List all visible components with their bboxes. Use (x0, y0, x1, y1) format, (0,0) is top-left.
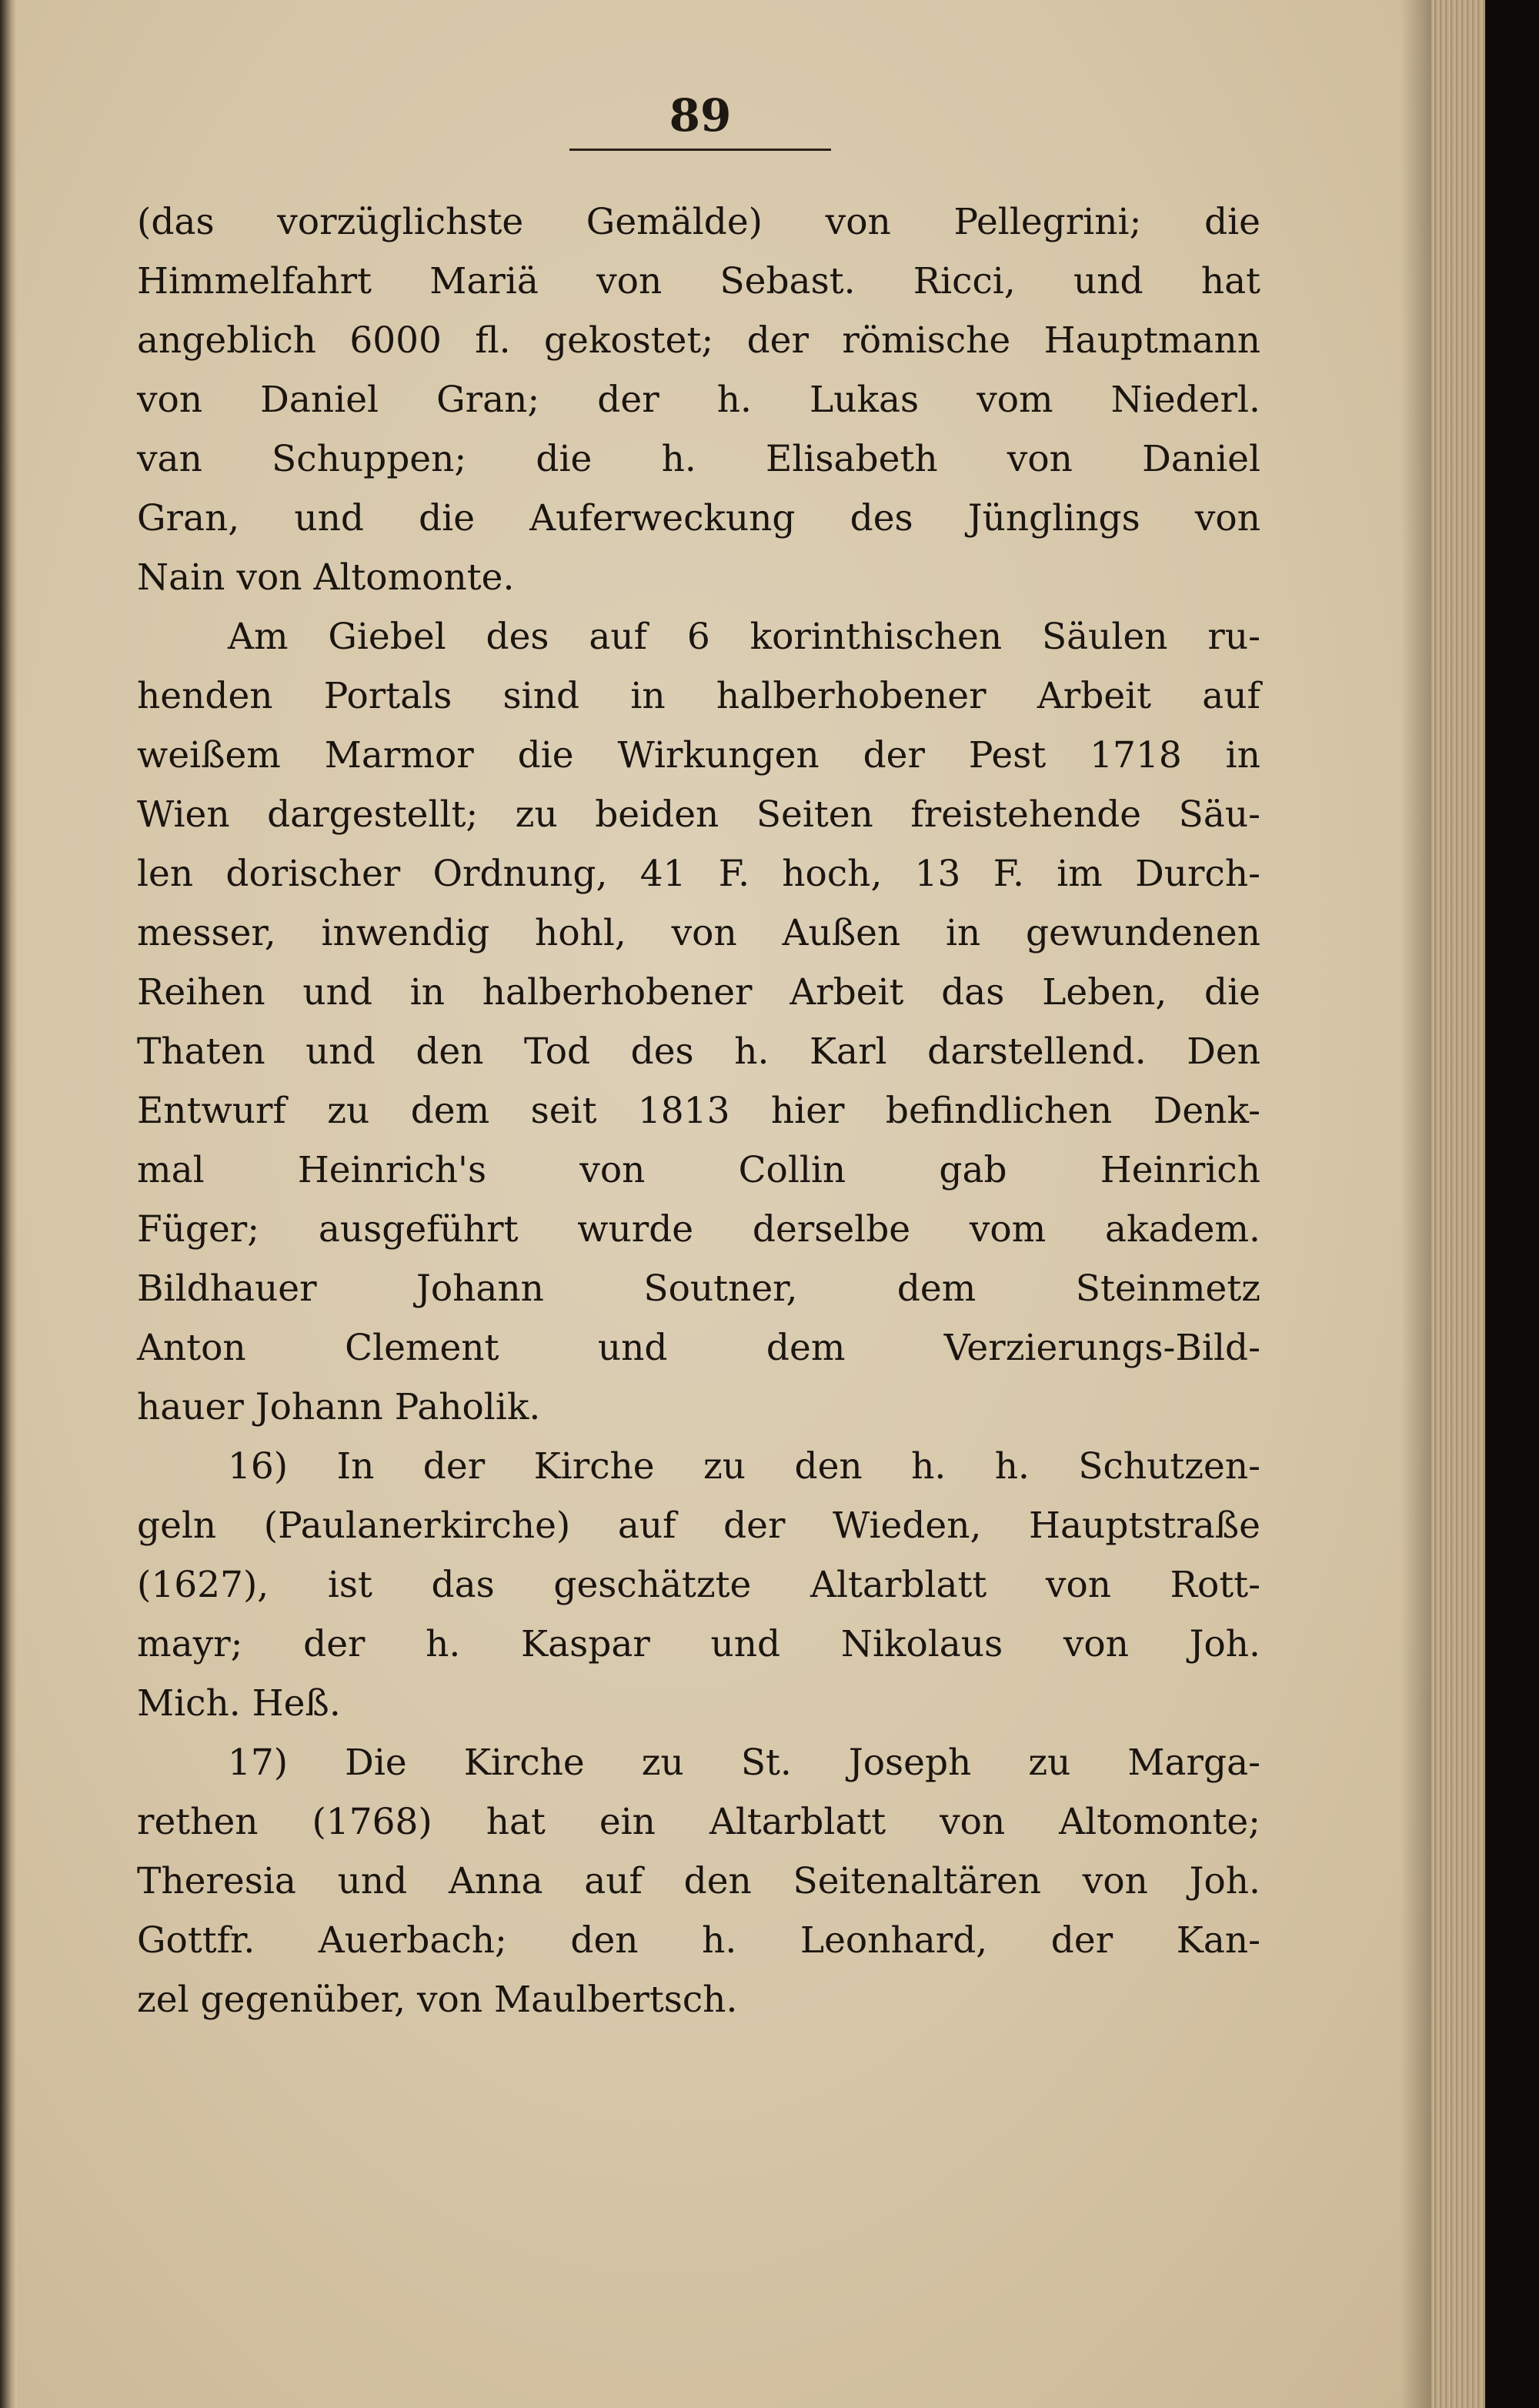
page-block-edges (1431, 0, 1485, 2408)
text-line: angeblich 6000 fl. gekostet; der römische Hauptmann (137, 319, 1260, 362)
body-text (137, 192, 1260, 2029)
text-line: zel gegenüber, von Maulbertsch. (137, 1979, 738, 2021)
text-line: Gottfr. Auerbach; den h. Leonhard, der Kan- (137, 1919, 1260, 1962)
text-line: Bildhauer Johann Soutner, dem Steinmetz (137, 1267, 1260, 1310)
text-line: (1627), ist das geschätzte Altarblatt von Rott- (137, 1564, 1260, 1606)
text-line: hauer Johann Paholik. (137, 1386, 541, 1428)
text-line: (das vorzüglichste Gemälde) von Pellegrini; die (137, 201, 1260, 243)
text-line: rethen (1768) hat ein Altarblatt von Altomonte; (137, 1801, 1260, 1843)
text-line: van Schuppen; die h. Elisabeth von Daniel (137, 438, 1260, 480)
text-line: Himmelfahrt Mariä von Sebast. Ricci, und hat (137, 260, 1260, 302)
text-line: Reihen und in halberhobener Arbeit das Leben, die (137, 971, 1260, 1014)
page-number: 89 (669, 89, 732, 142)
text-line: henden Portals sind in halberhobener Arbeit auf (137, 675, 1260, 717)
text-line: Theresia und Anna auf den Seitenaltären von Joh. (137, 1860, 1260, 1902)
text-line: Mich. Heß. (137, 1682, 341, 1725)
page-header (569, 89, 831, 151)
text-line: geln (Paulanerkirche) auf der Wieden, Hauptstraße (137, 1505, 1260, 1547)
text-line: messer, inwendig hohl, von Außen in gewundenen (137, 912, 1260, 954)
text-line: von Daniel Gran; der h. Lukas vom Niederl. (137, 379, 1260, 421)
text-line: mal Heinrich's von Collin gab Heinrich (137, 1149, 1260, 1191)
paragraph-start-line: Am Giebel des auf 6 korinthischen Säulen ru- (228, 616, 1260, 658)
paragraph-start-line: 17) Die Kirche zu St. Joseph zu Marga- (228, 1742, 1260, 1784)
text-line: Gran, und die Auferweckung des Jünglings von (137, 497, 1260, 539)
text-line: Wien dargestellt; zu beiden Seiten freistehende Säu- (137, 793, 1260, 836)
text-line: len dorischer Ordnung, 41 F. hoch, 13 F. im Durch- (137, 853, 1260, 895)
header-rule (569, 149, 831, 151)
paragraph-start-line: 16) In der Kirche zu den h. h. Schutzen- (228, 1445, 1260, 1488)
text-line: Füger; ausgeführt wurde derselbe vom akadem. (137, 1208, 1260, 1251)
page-gutter-shadow (0, 0, 17, 2408)
text-line: weißem Marmor die Wirkungen der Pest 1718 in (137, 734, 1260, 777)
text-line: Anton Clement und dem Verzierungs-Bild- (137, 1327, 1260, 1369)
text-line: Nain von Altomonte. (137, 556, 515, 599)
text-line: Thaten und den Tod des h. Karl darstellend. Den (137, 1030, 1260, 1073)
text-line: mayr; der h. Kaspar und Nikolaus von Joh. (137, 1623, 1260, 1665)
text-line: Entwurf zu dem seit 1813 hier befindlichen Denk- (137, 1090, 1260, 1132)
page-fold-shadow (1400, 0, 1431, 2408)
